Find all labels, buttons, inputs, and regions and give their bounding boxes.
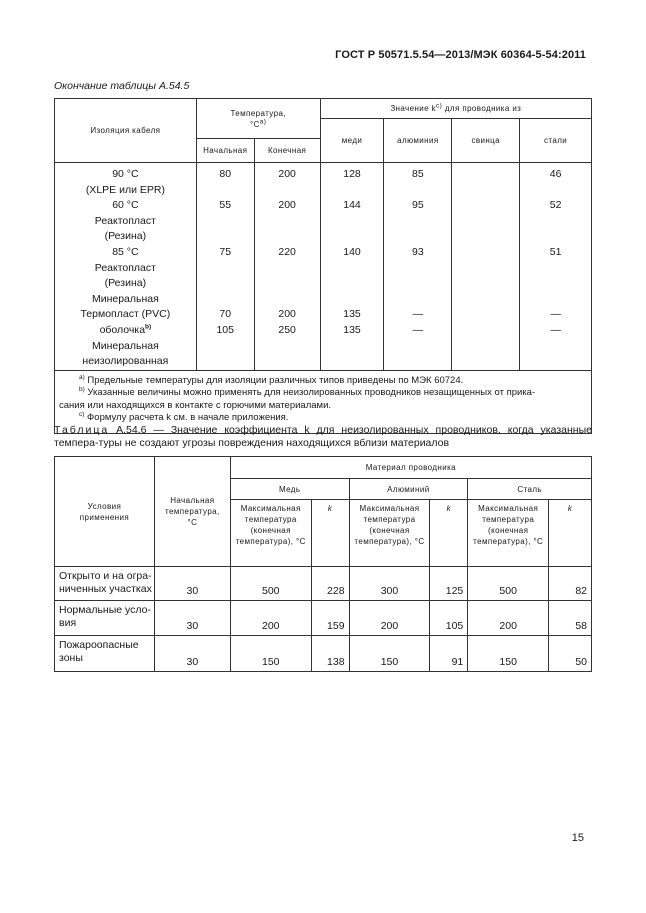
table-row	[55, 163, 592, 371]
aluminium-k-cell: 105	[430, 601, 468, 636]
note-c: $^{c)}$ Формулу расчета k см. в начале приложения.	[79, 411, 289, 424]
conditions-cell: Нормальные усло-вия	[55, 601, 155, 636]
note-b-continuation: сания или находящихся в контакте с горючими материалами.	[59, 399, 332, 411]
copper-k-header: k	[311, 500, 349, 567]
table1-caption: Окончание таблицы А.54.5	[54, 80, 190, 92]
steel-k-cell: 58	[549, 601, 592, 636]
steel-temp-cell: 200	[468, 601, 549, 636]
table-row	[55, 601, 592, 636]
steel-max-temp-header: Максимальная температура (конечная температура), °С	[468, 500, 549, 567]
aluminium-k-header: k	[430, 500, 468, 567]
table-a546	[54, 456, 592, 672]
initial-temp-cell: 30	[154, 567, 230, 601]
table-a545-end	[54, 98, 592, 434]
conditions-header: Условия применения	[55, 457, 155, 567]
insulation-cell: 90 °С (XLPE или EPR) 60 °С Реактопласт (Резина) 85 °С Реактопласт (Резина) Минеральная Термопласт (PVC) оболочка$^{b)}$ Минеральная неизолированная	[55, 163, 197, 371]
aluminium-k-cell: 125	[430, 567, 468, 601]
copper-max-temp-header: Максимальная температура (конечная температура), °С	[230, 500, 311, 567]
copper-temp-cell: 200	[230, 601, 311, 636]
initial-temp-header: Начальная температура, °С	[154, 457, 230, 567]
steel-k-cell: 82	[549, 567, 592, 601]
aluminium-temp-cell: 300	[349, 567, 430, 601]
insulation-header: Изоляция кабеля	[55, 99, 197, 163]
table2-caption: Таблица А.54.6 — Значение коэффициента k для неизолированных проводников, когда указанные темпера-туры не создают угрозы повреждения находящихся вблизи материалов	[54, 424, 592, 449]
aluminium-header: Алюминий	[349, 479, 468, 500]
initial-header: Начальная	[196, 139, 254, 163]
aluminium-temp-cell: 150	[349, 636, 430, 672]
initial-temp-cell: 30	[154, 601, 230, 636]
aluminium-temp-cell: 200	[349, 601, 430, 636]
document-header: ГОСТ Р 50571.5.54—2013/МЭК 60364-5-54:2011	[335, 49, 586, 61]
steel-cell: 46 52 51 — —	[520, 163, 592, 371]
copper-header: меди	[320, 119, 384, 163]
conditions-cell: Пожароопасные зоны	[55, 636, 155, 672]
steel-temp-cell: 150	[468, 636, 549, 672]
aluminium-max-temp-header: Максимальная температура (конечная температура), °С	[349, 500, 430, 567]
material-header: Материал проводника	[230, 457, 591, 479]
copper-temp-cell: 500	[230, 567, 311, 601]
copper-k-cell: 228	[311, 567, 349, 601]
copper-temp-cell: 150	[230, 636, 311, 672]
copper-k-cell: 159	[311, 601, 349, 636]
final-cell: 200 200 220 200 250	[254, 163, 320, 371]
steel-k-header: k	[549, 500, 592, 567]
aluminium-header: алюминия	[384, 119, 452, 163]
steel-temp-cell: 500	[468, 567, 549, 601]
k-value-header: Значение $k^{c)}$ для проводника из	[320, 99, 591, 119]
steel-header: стали	[520, 119, 592, 163]
lead-header: свинца	[452, 119, 520, 163]
aluminium-cell: 85 95 93 — —	[384, 163, 452, 371]
table-row	[55, 567, 592, 601]
final-header: Конечная	[254, 139, 320, 163]
steel-k-cell: 50	[549, 636, 592, 672]
lead-cell	[452, 163, 520, 371]
initial-cell: 80 55 75 70 105	[196, 163, 254, 371]
note-a: $^{a)}$ Предельные температуры для изоляции различных типов приведены по МЭК 60724.	[79, 373, 464, 386]
copper-cell: 128 144 140 135 135	[320, 163, 384, 371]
copper-header: Медь	[230, 479, 349, 500]
initial-temp-cell: 30	[154, 636, 230, 672]
note-b: $^{b)}$ Указанные величины можно применять для неизолированных проводников незащищенных от прика-	[79, 386, 536, 399]
table-row	[55, 636, 592, 672]
page-number: 15	[571, 832, 584, 844]
conditions-cell: Открыто и на огра-ниченных участках	[55, 567, 155, 601]
copper-k-cell: 138	[311, 636, 349, 672]
steel-header: Сталь	[468, 479, 592, 500]
aluminium-k-cell: 91	[430, 636, 468, 672]
temperature-header: Температура, $^\circ С^{a)}$	[196, 99, 320, 139]
